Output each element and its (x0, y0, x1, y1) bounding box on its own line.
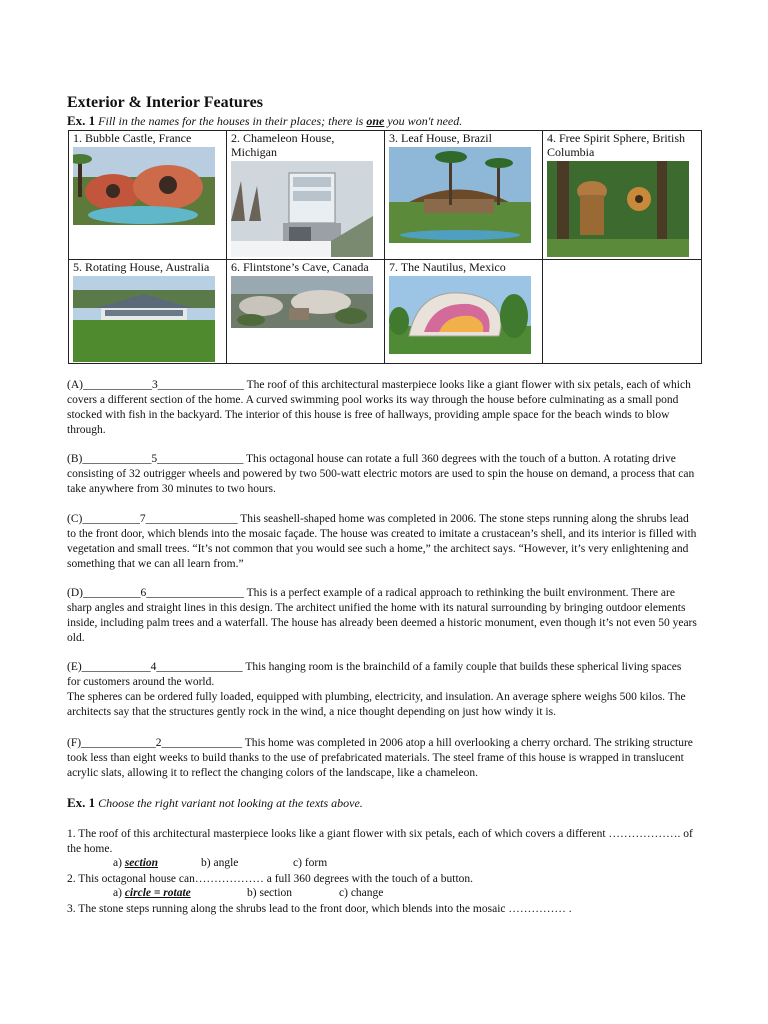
house-cell (543, 131, 702, 260)
house-label: 1. Bubble Castle, France (73, 131, 192, 145)
nautilus-house-photo (389, 276, 538, 354)
paragraph-f (67, 736, 697, 781)
option-word[interactable]: change (350, 887, 384, 899)
instruction-emphasis: one (366, 114, 385, 128)
option-letter: a) (113, 857, 122, 869)
house-label: 7. The Nautilus, Mexico (389, 260, 506, 274)
house-cell (385, 131, 543, 260)
paragraph-text: The roof of this architectural masterpiece looks like a giant flower with six petals, each of which covers a different section of the home. A curved swimming pool works its way through the house before culminating as a small pond stocked with fish in the backyard. The interior of this house is free of hallways, providing ample space for the beach winds to blow through. (67, 379, 691, 436)
answer-blank[interactable]: (D)__________6_________________ (67, 587, 244, 599)
house-cell (227, 131, 385, 260)
house-cell-empty (543, 260, 702, 364)
answer-blank[interactable]: (A)____________3_______________ (67, 379, 244, 391)
question-2-options (113, 887, 383, 899)
paragraph-a (67, 378, 697, 438)
question-3: 3. The stone steps running along the shrubs lead to the front door, which blends into the mosaic …………… . (67, 903, 572, 915)
house-cell (69, 131, 227, 260)
option-letter: c) (293, 857, 302, 869)
chameleon-house-photo (231, 161, 380, 257)
house-label: 2. Chameleon House, Michigan (231, 131, 335, 159)
answer-blank[interactable]: (E)____________4_______________ (67, 661, 243, 673)
flintstones-cave-photo (231, 276, 380, 328)
option-letter: a) (113, 887, 122, 899)
question-2: 2. This octagonal house can……………… a full 360 degrees with the touch of a button. (67, 873, 474, 885)
paragraph-text: This hanging room is the brainchild of a family couple that builds these spherical living spaces for customers around the world. The spheres can be ordered fully loaded, equipped with plumbing, electricity, and insulation. An average sphere weighs 500 kilos. The architects say that the structures gently rock in the wind, a nice thought depending on just how windy it is. (67, 661, 686, 718)
free-spirit-sphere-photo (547, 161, 697, 257)
house-label: 6. Flintstone’s Cave, Canada (231, 260, 369, 274)
page-title: Exterior & Interior Features (67, 94, 263, 111)
option-letter: b) (247, 887, 257, 899)
exercise-2-instruction (67, 795, 363, 811)
paragraph-d (67, 586, 697, 646)
house-label: 5. Rotating House, Australia (73, 260, 210, 274)
exercise-1-instruction (67, 113, 462, 129)
table-row (69, 260, 702, 364)
house-cell (69, 260, 227, 364)
leaf-house-photo (389, 147, 538, 243)
table-row (69, 131, 702, 260)
instruction-text-end: you won't need. (387, 114, 463, 128)
option-word[interactable]: section (259, 887, 293, 899)
option-answer[interactable]: circle = rotate (124, 887, 191, 899)
paragraph-text: This seashell-shaped home was completed in 2006. The stone steps running along the shrubs lead to the front door, which blends into the mosaic façade. The house was created to imitate a crustacean’s shell, and its interior is filled with vegetation and small trees. “It’s not common that you would see such a home,” the architect says. “However, it’s very enlightening and something that we can all learn from.” (67, 513, 697, 570)
paragraph-e (67, 660, 697, 720)
paragraph-text: This home was completed in 2006 atop a hill overlooking a cherry orchard. The striking structure took less than eight weeks to build thanks to the use of prefabricated materials. The steel frame of this house is wrapped in translucent acrylic slats, allowing it to reflect the changing colors of the landscape, like a chameleon. (67, 737, 693, 779)
option-word[interactable]: form (304, 857, 328, 869)
instruction-text: Choose the right variant not looking at the texts above. (98, 796, 363, 810)
house-label: 4. Free Spirit Sphere, British Columbia (547, 131, 685, 159)
answer-blank[interactable]: (B)____________5_______________ (67, 453, 244, 465)
answer-blank[interactable]: (C)__________7________________ (67, 513, 238, 525)
exercise-number: Ex. 1 (67, 113, 96, 128)
question-1: 1. The roof of this architectural masterpiece looks like a giant flower with six petals, each of which covers a different ………………. of the home. (67, 828, 693, 855)
instruction-text: Fill in the names for the houses in their places; there is (98, 114, 364, 128)
question-1-options (113, 857, 327, 869)
paragraph-c (67, 512, 697, 572)
house-label: 3. Leaf House, Brazil (389, 131, 492, 145)
house-cell (385, 260, 543, 364)
bubble-castle-photo (73, 147, 222, 225)
paragraph-text: This octagonal house can rotate a full 360 degrees with the touch of a button. A rotating drive consisting of 32 outrigger wheels and powered by two 500-watt electric motors are used to spin the house on demand, a process that can take anywhere from 30 minutes to two hours. (67, 453, 695, 495)
option-letter: c) (339, 887, 348, 899)
paragraph-b (67, 452, 697, 497)
answer-blank[interactable]: (F)_____________2______________ (67, 737, 243, 749)
house-cell (227, 260, 385, 364)
option-answer[interactable]: section (124, 857, 159, 869)
option-letter: b) (201, 857, 211, 869)
rotating-house-photo (73, 276, 222, 362)
paragraph-text: This is a perfect example of a radical approach to rethinking the built environment. There are sharp angles and straight lines in this design. The architect unified the home with its natural surrounding by bringing outdoor elements inside, including palm trees and a waterfall. The house has already been deemed a historic monument, even though it’s not even 50 years old. (67, 587, 697, 644)
option-word[interactable]: angle (213, 857, 239, 869)
exercise-number: Ex. 1 (67, 795, 96, 810)
houses-table (68, 130, 702, 364)
